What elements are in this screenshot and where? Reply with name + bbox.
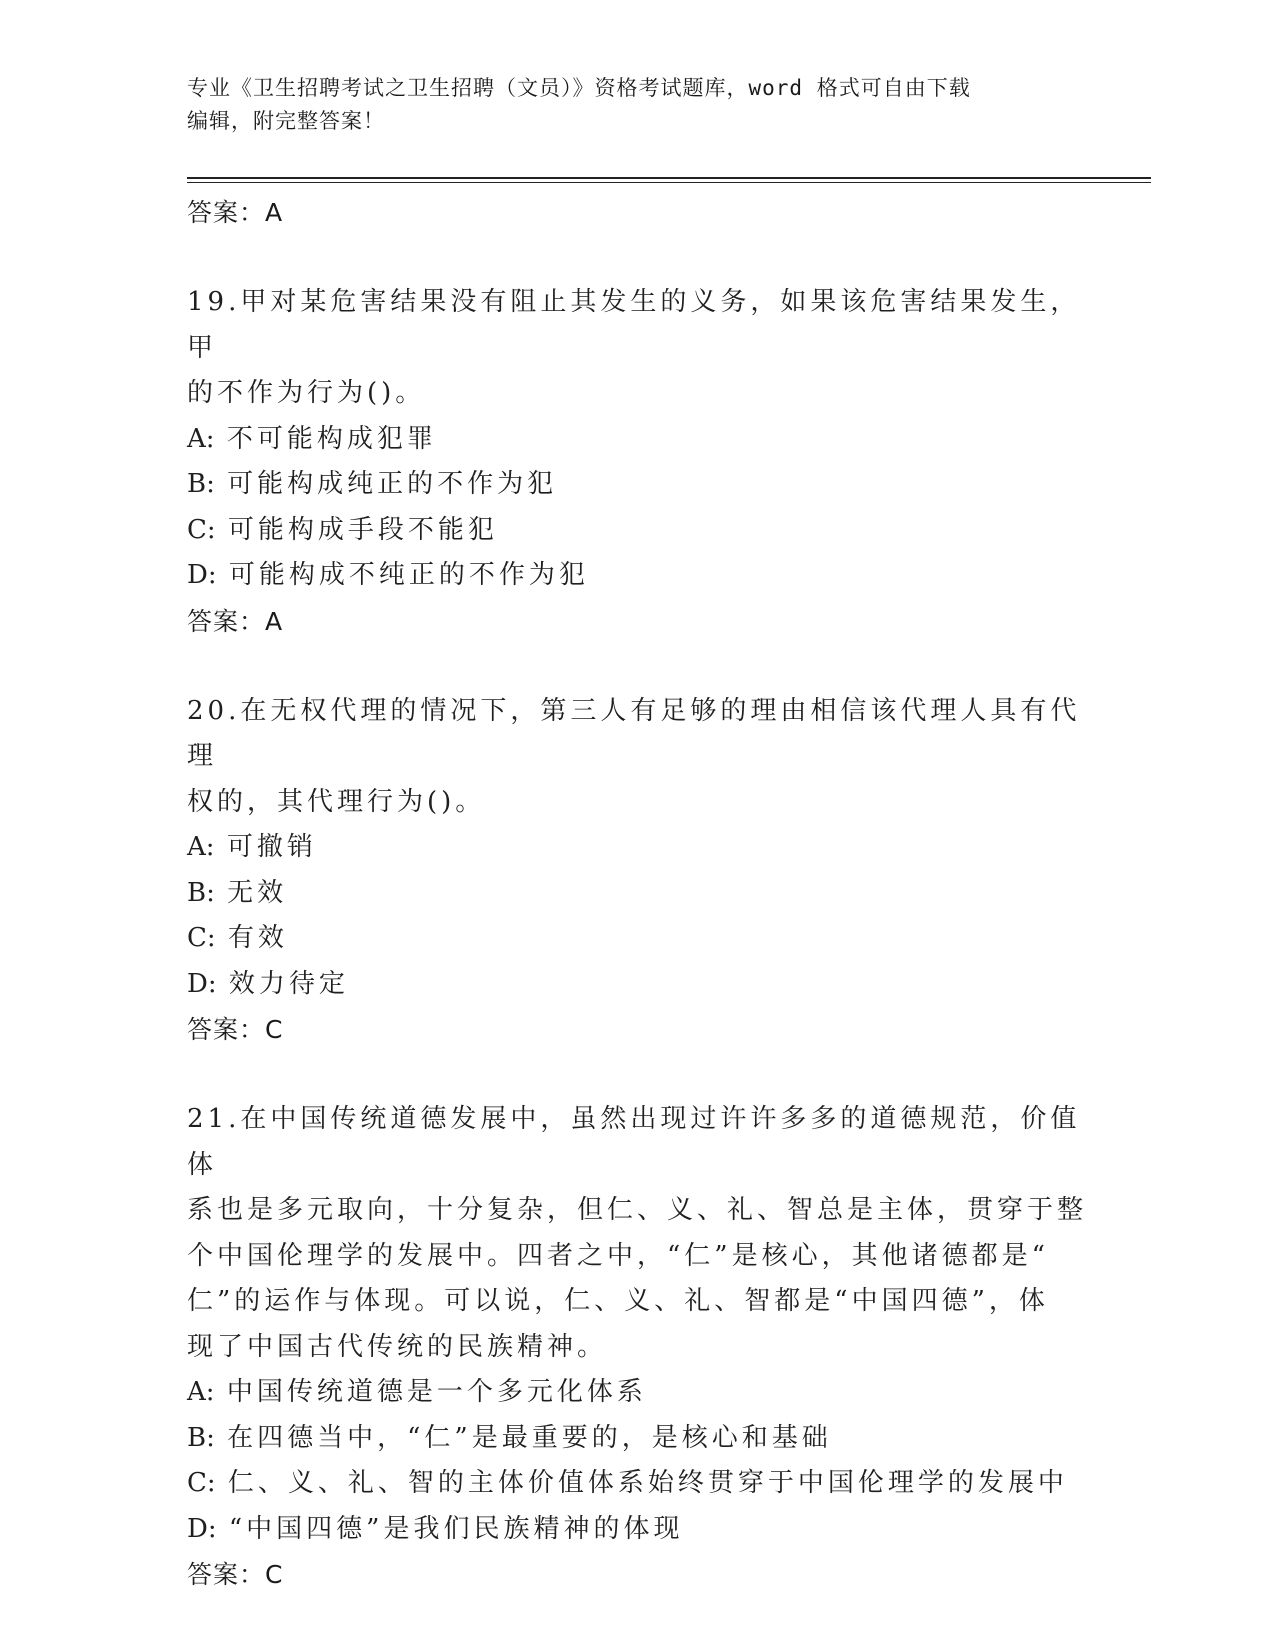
option-d [187, 1507, 1087, 1553]
question-21 [187, 1097, 1087, 1597]
header-line-1: 专业《卫生招聘考试之卫生招聘（文员）》资格考试题库，word 格式可自由下载 [187, 76, 971, 100]
option-d [187, 553, 1087, 599]
option-b [187, 871, 1087, 917]
header-divider-thick [187, 177, 1151, 179]
option-letter: A: [187, 1377, 215, 1407]
option-a [187, 417, 1087, 463]
option-letter: D: [187, 560, 217, 590]
answer-line: 答案：C [187, 1560, 284, 1589]
question-stem-line: 系也是多元取向，十分复杂，但仁、义、礼、智总是主体，贯穿于整 [187, 1195, 1088, 1225]
option-text: 效力待定 [228, 968, 349, 999]
option-letter: D: [187, 1513, 217, 1544]
answer-line: 答案：A [187, 606, 284, 636]
question-20 [187, 689, 1087, 1053]
question-stem-line: 个中国伦理学的发展中。四者之中，“仁”是核心，其他诸德都是“ [187, 1240, 1049, 1271]
option-a [187, 825, 1087, 871]
option-d [187, 962, 1087, 1008]
option-letter: D: [187, 968, 217, 999]
option-letter: B: [187, 1422, 215, 1453]
question-stem-line: 19.甲对某危害结果没有阻止其发生的义务，如果该危害结果发生，甲 [187, 287, 1081, 363]
option-letter: C: [187, 923, 216, 953]
option-c [187, 916, 1087, 962]
question-stem-line: 现了中国古代传统的民族精神。 [187, 1331, 608, 1362]
option-text: “中国四德”是我们民族精神的体现 [228, 1513, 684, 1544]
option-text: 有效 [227, 923, 288, 953]
previous-answer: 答案：A [187, 198, 284, 227]
option-text: 可能构成纯正的不作为犯 [227, 469, 558, 499]
question-stem-line: 的不作为行为()。 [187, 378, 426, 408]
question-list [187, 190, 1087, 1597]
option-letter: B: [187, 469, 215, 499]
option-text: 中国传统道德是一个多元化体系 [226, 1377, 647, 1407]
header-line-2: 编辑，附完整答案！ [187, 109, 385, 133]
question-stem-line: 21.在中国传统道德发展中，虽然出现过许许多多的道德规范，价值体 [187, 1104, 1081, 1180]
option-c [187, 1461, 1087, 1507]
option-letter: C: [187, 1468, 216, 1498]
option-letter: A: [187, 423, 215, 454]
option-b [187, 1416, 1087, 1462]
option-text: 可撤销 [226, 832, 317, 862]
option-a [187, 1370, 1087, 1416]
option-letter: C: [187, 514, 216, 545]
option-text: 可能构成手段不能犯 [227, 514, 498, 545]
option-text: 可能构成不纯正的不作为犯 [228, 560, 589, 590]
option-text: 仁、义、礼、智的主体价值体系始终贯穿于中国伦理学的发展中 [227, 1468, 1068, 1498]
question-stem-line: 权的，其代理行为()。 [187, 786, 486, 817]
option-text: 不可能构成犯罪 [226, 423, 437, 454]
answer-line: 答案：C [187, 1015, 284, 1044]
option-c [187, 508, 1087, 554]
question-stem-line: 20.在无权代理的情况下，第三人有足够的理由相信该代理人具有代理 [187, 695, 1081, 771]
option-text: 在四德当中，“仁”是最重要的，是核心和基础 [227, 1422, 832, 1453]
option-letter: A: [187, 832, 215, 862]
document-header [187, 72, 1067, 138]
question-stem-line: 仁”的运作与体现。可以说，仁、义、礼、智都是“中国四德”，体 [187, 1286, 1049, 1316]
option-b [187, 462, 1087, 508]
option-text: 无效 [227, 877, 288, 908]
header-divider-thin [187, 182, 1151, 183]
option-letter: B: [187, 877, 215, 908]
question-19 [187, 280, 1087, 644]
